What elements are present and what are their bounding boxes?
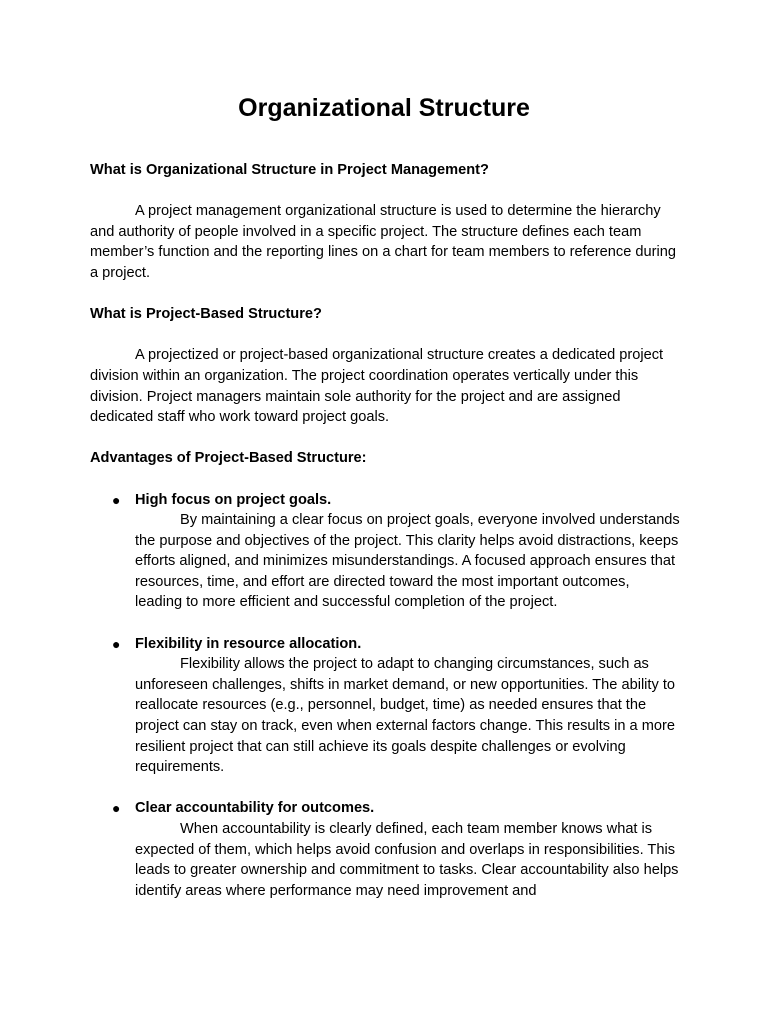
bullet-icon: ● xyxy=(112,635,121,652)
section-paragraph-organizational-structure: A project management organizational structure is used to determine the hierarchy and authority of people involved in a specific project. The structure defines each team member’s function and the reporting lines on a chart for team members to reference during a project. xyxy=(90,203,676,281)
page-title: Organizational Structure xyxy=(238,94,530,122)
advantage-description: When accountability is clearly defined, each team member knows what is expected of them, which helps avoid confusion and overlaps in responsibilities. This leads to greater ownership and commitment to tasks. Clear accountability also helps identify areas where performance may need improvement and xyxy=(135,821,679,899)
advantage-title: Flexibility in resource allocation. xyxy=(135,635,362,652)
bullet-icon: ● xyxy=(112,491,121,508)
list-item xyxy=(90,798,680,901)
advantage-description: By maintaining a clear focus on project goals, everyone involved understands the purpose and objectives of the project. This clarity helps avoid distractions, keeps efforts aligned, and minimizes misunderstandings. A focused approach ensures that resources, time, and effort are directed toward the most important outcomes, leading to more efficient and successful completion of the project. xyxy=(135,512,680,611)
section-paragraph-project-based-structure: A projectized or project-based organizational structure creates a dedicated project division within an organization. The project coordination operates vertically under this division. Project managers maintain sole authority for the project and are assigned dedicated staff who work toward project goals. xyxy=(90,347,664,426)
bullet-icon: ● xyxy=(112,800,121,817)
advantages-list xyxy=(90,490,680,902)
document-body xyxy=(90,160,680,922)
advantage-description: Flexibility allows the project to adapt to changing circumstances, such as unforeseen challenges, shifts in market demand, or new opportunities. The ability to reallocate resources (e.g., personnel, budget, time) as needed ensures that the project can stay on track, even when external factors change. This results in a more resilient project that can still achieve its goals despite challenges or evolving requirements. xyxy=(135,656,676,776)
advantage-title: High focus on project goals. xyxy=(135,491,332,508)
section-heading-project-based-structure: What is Project-Based Structure? xyxy=(90,306,322,323)
section-heading-organizational-structure: What is Organizational Structure in Project Management? xyxy=(90,162,489,178)
list-item xyxy=(90,490,680,614)
list-item xyxy=(90,634,680,778)
advantage-title: Clear accountability for outcomes. xyxy=(135,800,375,817)
advantages-heading: Advantages of Project-Based Structure: xyxy=(90,450,367,467)
